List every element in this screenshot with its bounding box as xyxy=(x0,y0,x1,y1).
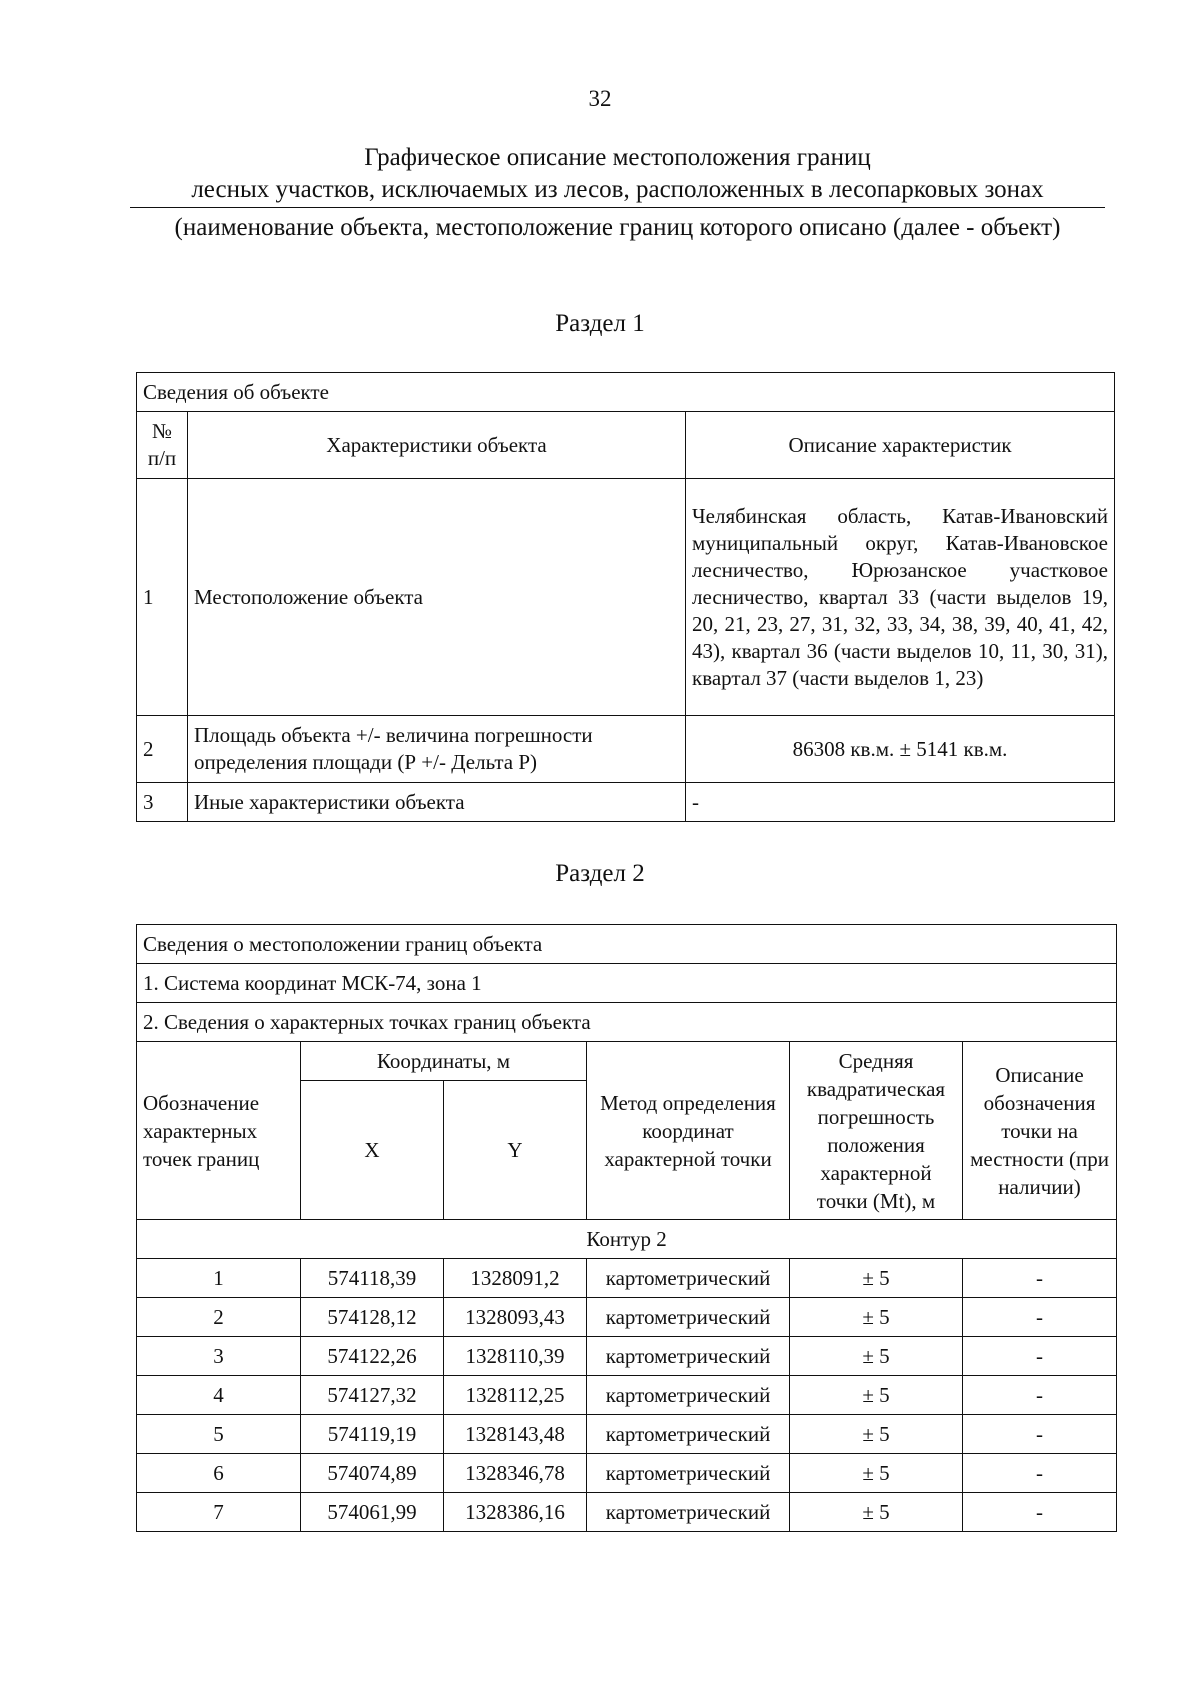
point-method: картометрический xyxy=(587,1454,790,1493)
point-x: 574127,32 xyxy=(301,1376,444,1415)
point-note: - xyxy=(963,1376,1117,1415)
object-info-title: Сведения об объекте xyxy=(137,373,1115,412)
point-y: 1328386,16 xyxy=(444,1493,587,1532)
section-2-heading: Раздел 2 xyxy=(555,860,645,887)
section-1-heading: Раздел 1 xyxy=(555,310,645,337)
column-header-description: Описание характеристик xyxy=(686,412,1115,479)
column-header-y: Y xyxy=(444,1081,587,1220)
object-info-table xyxy=(136,372,1115,822)
point-note: - xyxy=(963,1337,1117,1376)
point-id: 5 xyxy=(137,1415,301,1454)
row-description: - xyxy=(686,783,1115,822)
title-subtitle: (наименование объекта, местоположение границ которого описано (далее - объект) xyxy=(174,214,1061,241)
point-note: - xyxy=(963,1454,1117,1493)
row-characteristic: Местоположение объекта xyxy=(188,479,686,716)
column-header-x: X xyxy=(301,1081,444,1220)
contour-label: Контур 2 xyxy=(137,1220,1117,1259)
point-id: 4 xyxy=(137,1376,301,1415)
row-characteristic: Иные характеристики объекта xyxy=(188,783,686,822)
row-num: 1 xyxy=(137,479,188,716)
point-note: - xyxy=(963,1298,1117,1337)
points-title: 2. Сведения о характерных точках границ объекта xyxy=(137,1003,1117,1042)
column-header-note: Описание обозначения точки на местности (при наличии) xyxy=(963,1042,1117,1220)
coordinate-system: 1. Система координат МСК-74, зона 1 xyxy=(137,964,1117,1003)
point-y: 1328112,25 xyxy=(444,1376,587,1415)
row-num: 2 xyxy=(137,716,188,783)
point-note: - xyxy=(963,1259,1117,1298)
point-x: 574128,12 xyxy=(301,1298,444,1337)
table-row xyxy=(137,1259,1117,1298)
table-row xyxy=(137,1376,1117,1415)
point-method: картометрический xyxy=(587,1298,790,1337)
point-id: 3 xyxy=(137,1337,301,1376)
point-id: 2 xyxy=(137,1298,301,1337)
boundary-points-table xyxy=(136,924,1117,1532)
row-description: 86308 кв.м. ± 5141 кв.м. xyxy=(686,716,1115,783)
table-row xyxy=(137,783,1115,822)
point-y: 1328093,43 xyxy=(444,1298,587,1337)
point-x: 574119,19 xyxy=(301,1415,444,1454)
point-x: 574061,99 xyxy=(301,1493,444,1532)
row-characteristic: Площадь объекта +/- величина погрешности определения площади (Р +/- Дельта Р) xyxy=(188,716,686,783)
title-line-1: Графическое описание местоположения границ xyxy=(364,144,871,171)
point-y: 1328091,2 xyxy=(444,1259,587,1298)
point-x: 574122,26 xyxy=(301,1337,444,1376)
point-method: картометрический xyxy=(587,1415,790,1454)
table-row xyxy=(137,1337,1117,1376)
point-x: 574074,89 xyxy=(301,1454,444,1493)
point-id: 1 xyxy=(137,1259,301,1298)
point-error: ± 5 xyxy=(790,1376,963,1415)
point-y: 1328143,48 xyxy=(444,1415,587,1454)
point-error: ± 5 xyxy=(790,1415,963,1454)
table-row xyxy=(137,716,1115,783)
point-method: картометрический xyxy=(587,1493,790,1532)
table-row xyxy=(137,1415,1117,1454)
column-header-error: Средняя квадратическая погрешность положения характерной точки (Мt), м xyxy=(790,1042,963,1220)
point-note: - xyxy=(963,1415,1117,1454)
point-id: 6 xyxy=(137,1454,301,1493)
point-y: 1328346,78 xyxy=(444,1454,587,1493)
point-x: 574118,39 xyxy=(301,1259,444,1298)
row-description: Челябинская область, Катав-Ивановский муниципальный округ, Катав-Ивановское лесничество, Юрюзанское участковое лесничество, квартал 33 (части выделов 19, 20, 21, 23, 27, 31, 32, 33, 34, 38, 39, 40, 41, 42, 43), квартал 36 (части выделов 10, 11, 30, 31), квартал 37 (части выделов 1, 23) xyxy=(686,479,1115,716)
point-error: ± 5 xyxy=(790,1298,963,1337)
column-header-characteristics: Характеристики объекта xyxy=(188,412,686,479)
point-method: картометрический xyxy=(587,1376,790,1415)
point-note: - xyxy=(963,1493,1117,1532)
row-num: 3 xyxy=(137,783,188,822)
point-error: ± 5 xyxy=(790,1454,963,1493)
column-header-designation: Обозначение характерных точек границ xyxy=(137,1042,301,1220)
point-error: ± 5 xyxy=(790,1493,963,1532)
table-row xyxy=(137,1298,1117,1337)
point-method: картометрический xyxy=(587,1259,790,1298)
table-row xyxy=(137,479,1115,716)
table-row xyxy=(137,1493,1117,1532)
point-id: 7 xyxy=(137,1493,301,1532)
boundary-info-title: Сведения о местоположении границ объекта xyxy=(137,925,1117,964)
point-error: ± 5 xyxy=(790,1337,963,1376)
point-method: картометрический xyxy=(587,1337,790,1376)
title-line-2: лесных участков, исключаемых из лесов, расположенных в лесопарковых зонах xyxy=(130,174,1105,208)
page-number: 32 xyxy=(588,86,612,111)
table-row xyxy=(137,1454,1117,1493)
column-header-coordinates: Координаты, м xyxy=(301,1042,587,1081)
document-title xyxy=(130,142,1105,245)
column-header-num: № п/п xyxy=(137,412,188,479)
point-error: ± 5 xyxy=(790,1259,963,1298)
column-header-method: Метод определения координат характерной точки xyxy=(587,1042,790,1220)
point-y: 1328110,39 xyxy=(444,1337,587,1376)
